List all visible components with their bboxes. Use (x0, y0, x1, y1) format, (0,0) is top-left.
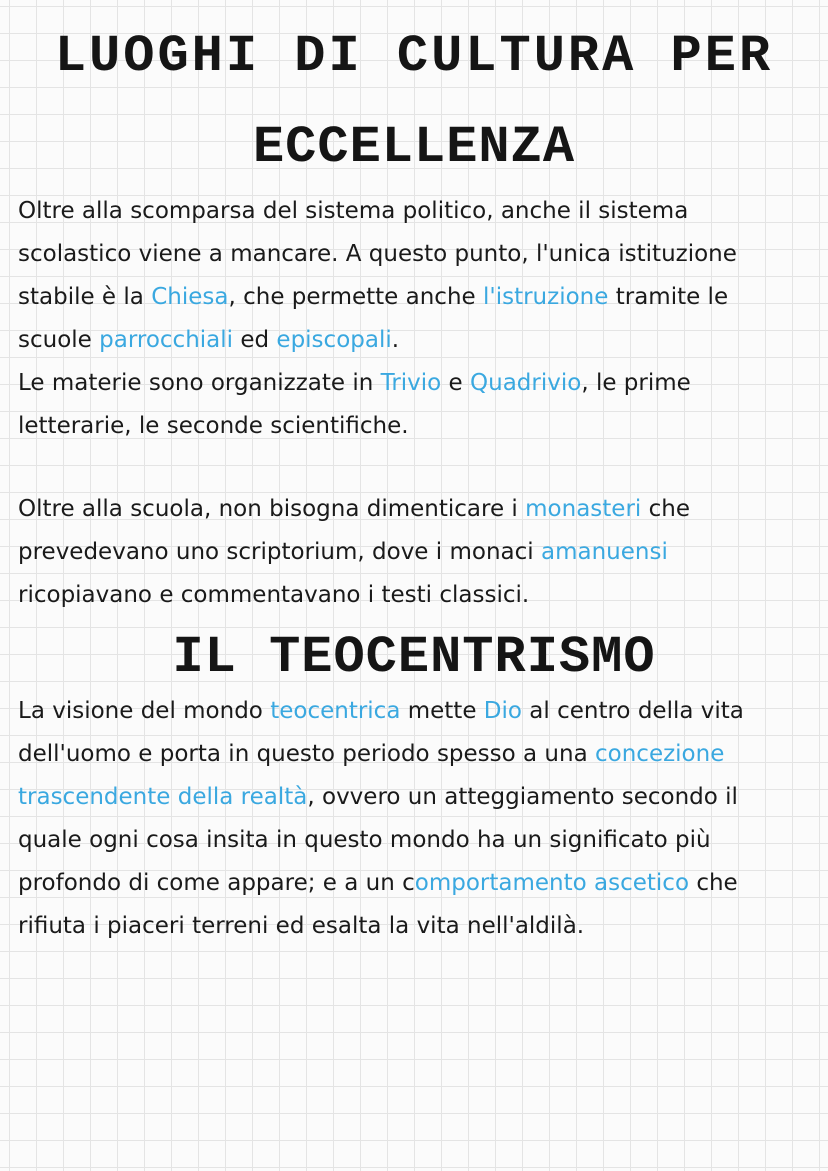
highlighted-term: episcopali (276, 327, 392, 353)
paragraph-teocentrismo (18, 690, 818, 948)
paragraph-text: , che permette anche (228, 284, 483, 310)
highlighted-term: omportamento ascetico (414, 870, 690, 896)
highlighted-term: l'istruzione (483, 284, 609, 310)
highlighted-term: concezione trascendente della realtà (18, 741, 725, 810)
paragraph-monasteri (18, 488, 818, 617)
highlighted-term: Dio (483, 698, 522, 724)
section-title-luoghi-di-cultura: LUOGHI DI CULTURA PER (54, 27, 774, 86)
highlighted-term: Quadrivio (470, 370, 582, 396)
paragraph-text: che prevedevano uno scriptorium, dove i monaci (18, 496, 690, 565)
paragraph-text: , le prime letterarie, le seconde scientifiche. (18, 370, 691, 439)
paragraph-text: e (441, 370, 471, 396)
paragraph-text: , ovvero un atteggiamento secondo il quale ogni cosa insita in questo mondo ha un significato più profondo di come appare; e a un c (18, 784, 738, 896)
paragraph-luoghi-cultura (18, 190, 818, 448)
paragraph-text: ricopiavano e commentavano i testi classici. (18, 582, 530, 608)
highlighted-term: parrocchiali (99, 327, 234, 353)
paragraph-text: . Le materie sono organizzate in (18, 327, 400, 396)
paragraph-text: Oltre alla scomparsa del sistema politico, anche il sistema scolastico viene a mancare. A questo punto, l'unica istituzione stabile è la (18, 198, 737, 310)
paragraph-text: che rifiuta i piaceri terreni ed esalta la vita nell'aldilà. (18, 870, 738, 939)
paragraph-text: La visione del mondo (18, 698, 271, 724)
highlighted-term: teocentrica (270, 698, 401, 724)
paragraph-text: Oltre alla scuola, non bisogna dimenticare i (18, 496, 526, 522)
paragraph-text: mette (400, 698, 484, 724)
paragraph-text: tramite le scuole (18, 284, 729, 353)
section-title-eccellenza: ECCELLENZA (252, 118, 576, 177)
highlighted-term: Trivio (380, 370, 442, 396)
section-title-teocentrismo: IL TEOCENTRISMO (172, 628, 656, 687)
highlighted-term: amanuensi (540, 539, 668, 565)
highlighted-term: Chiesa (151, 284, 229, 310)
paragraph-text: al centro della vita dell'uomo e porta in questo periodo spesso a una (18, 698, 744, 767)
highlighted-term: monasteri (525, 496, 642, 522)
paragraph-text: ed (233, 327, 277, 353)
